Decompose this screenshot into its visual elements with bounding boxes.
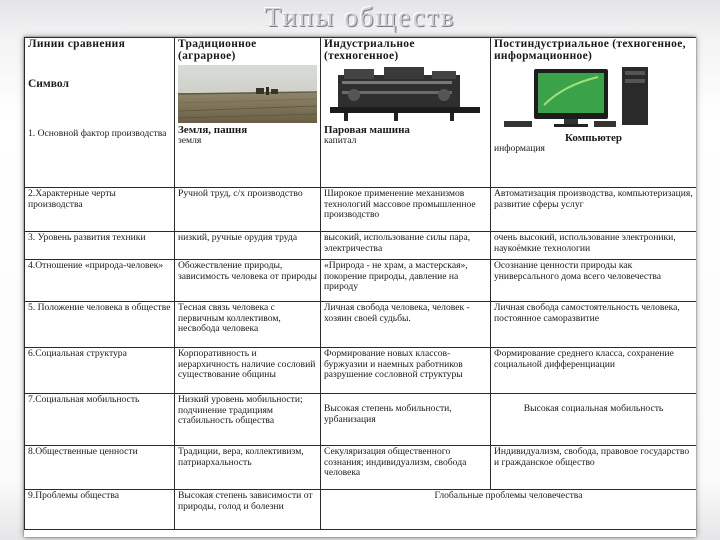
traditional-factor: земля [178, 135, 202, 146]
computer-icon [494, 65, 693, 131]
post-factor: информация [494, 143, 545, 154]
row-traditional-cell: Обожествление природы, зависимость человека от природы [175, 260, 321, 302]
table-row [25, 446, 697, 490]
table-header-row [25, 38, 697, 188]
row-traditional-cell: Традиции, вера, коллективизм, патриархальность [175, 446, 321, 490]
row-industrial-cell: высокий, использование силы пара, электричества [321, 232, 491, 260]
row-criteria-cell: 7.Социальная мобильность [25, 394, 175, 446]
row-postindustrial-cell: Формирование среднего класса, сохранение социальной дифференциации [491, 348, 697, 394]
traditional-symbol-caption: Земля, пашня [178, 124, 248, 136]
row-criteria-cell: 4.Отношение «природа-человек» [25, 260, 175, 302]
table-row [25, 188, 697, 232]
row-criteria-cell: 2.Характерные черты производства [25, 188, 175, 232]
row1-label: 1. Основной фактор производства [28, 128, 167, 140]
row-global-problems-text: Глобальные проблемы человечества [434, 490, 583, 501]
table-row [25, 302, 697, 348]
row-global-problems-cell [321, 490, 697, 530]
post-symbol-caption: Компьютер [564, 132, 623, 144]
row-traditional-cell: низкий, ручные орудия труда [175, 232, 321, 260]
row-criteria-cell: 9.Проблемы общества [25, 490, 175, 530]
table-row [25, 394, 697, 446]
row-criteria-cell: 6.Социальная структура [25, 348, 175, 394]
industrial-symbol-caption: Паровая машина [324, 124, 410, 136]
header-cell-traditional [175, 38, 321, 188]
row-criteria-cell: 3. Уровень развития техники [25, 232, 175, 260]
row-criteria-cell: 5. Положение человека в обществе [25, 302, 175, 348]
row-industrial-cell: «Природа - не храм, а мастерская», покорение природы, давление на природу [321, 260, 491, 302]
comparison-table [24, 37, 696, 530]
header-traditional-label: Традиционное (аграрное) [178, 38, 257, 62]
row-traditional-cell: Тесная связь человека с первичным коллективом, несвобода человека [175, 302, 321, 348]
header-postindustrial-label: Постиндустриальное (техногенное, информационное) [494, 38, 686, 62]
table-row [25, 232, 697, 260]
row-traditional-cell: Корпоративность и иерархичность наличие сословий существование общины [175, 348, 321, 394]
table-row [25, 348, 697, 394]
steam-engine-icon [324, 65, 487, 123]
row-postindustrial-cell: Личная свобода самостоятельность человека, постоянное саморазвитие [491, 302, 697, 348]
row-postindustrial-cell: Автоматизация производства, компьютеризация, развитие сферы услуг [491, 188, 697, 232]
row-industrial-text: Высокая степень мобильности, урбанизация [324, 403, 452, 425]
row-traditional-cell: Ручной труд, с/х производство [175, 188, 321, 232]
header-cell-criteria [25, 38, 175, 188]
row-industrial-cell [321, 394, 491, 446]
header-criteria-label: Линии сравнения [28, 38, 126, 50]
row-industrial-cell: Личная свобода человека, человек - хозяин своей судьбы. [321, 302, 491, 348]
row-postindustrial-text: Высокая социальная мобильность [523, 403, 664, 414]
row-criteria-cell: 8.Общественные ценности [25, 446, 175, 490]
row-industrial-cell: Формирование новых классов- буржуазии и наемных работников разрушение сословной структуры [321, 348, 491, 394]
table-row [25, 260, 697, 302]
table-row [25, 490, 697, 530]
row-industrial-cell: Секуляризация общественного сознания; индивидуализм, свобода человека [321, 446, 491, 490]
header-cell-industrial [321, 38, 491, 188]
row-postindustrial-cell: очень высокий, использование электроники, наукоёмкие технологии [491, 232, 697, 260]
field-painting-icon [178, 65, 317, 123]
header-cell-postindustrial [491, 38, 697, 188]
row-traditional-cell: Низкий уровень мобильности; подчинение традициям стабильность общества [175, 394, 321, 446]
row-industrial-cell: Широкое применение механизмов технологий массовое промышленное производство [321, 188, 491, 232]
row-postindustrial-cell: Индивидуализм, свобода, правовое государство и гражданское общество [491, 446, 697, 490]
symbol-row-label: Символ [28, 77, 69, 90]
page-title: Типы обществ [264, 2, 456, 32]
row-traditional-cell: Высокая степень зависимости от природы, голод и болезни [175, 490, 321, 530]
row-postindustrial-cell [491, 394, 697, 446]
row-postindustrial-cell: Осознание ценности природы как универсального дома всего человечества [491, 260, 697, 302]
comparison-table-sheet [24, 37, 696, 537]
header-industrial-label: Индустриальное (техногенное) [324, 38, 415, 62]
industrial-factor: капитал [324, 135, 357, 146]
